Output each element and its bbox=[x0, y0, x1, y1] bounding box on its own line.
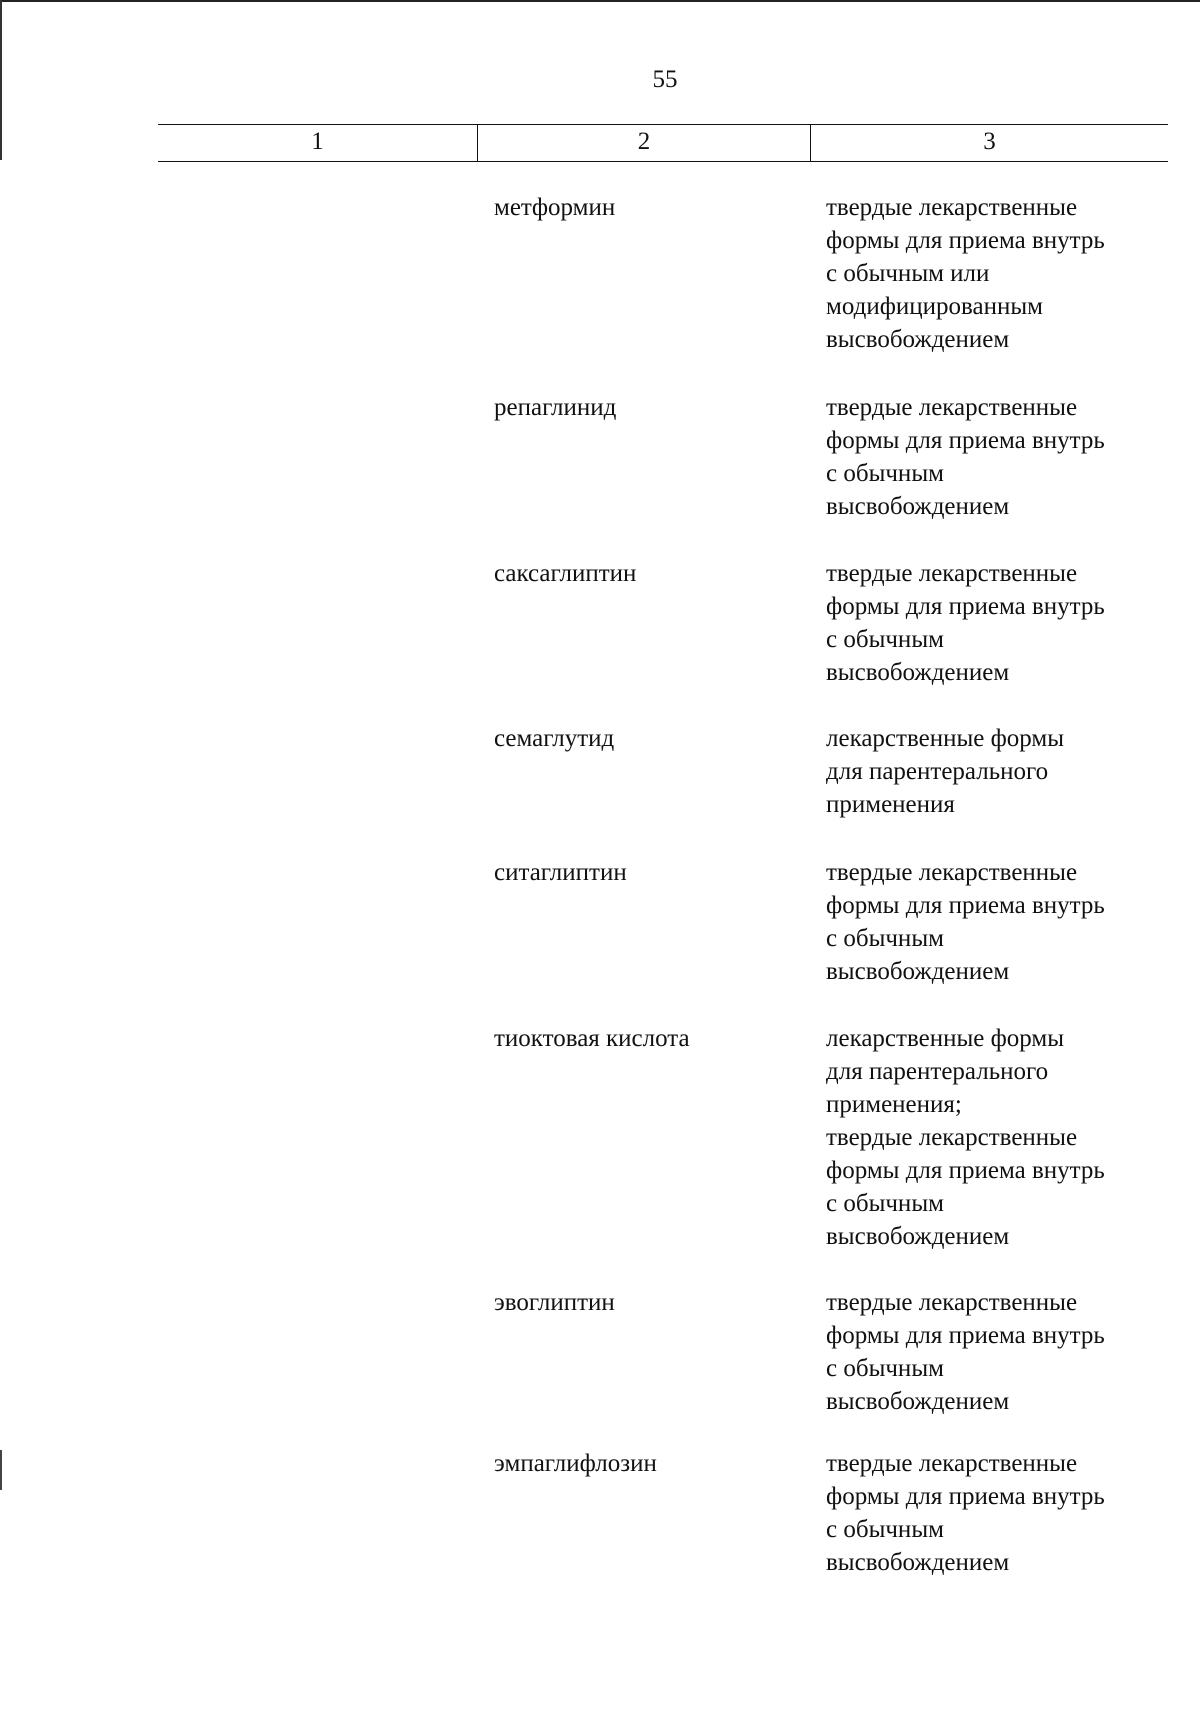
drug-name: эвоглиптин bbox=[494, 1289, 615, 1316]
drug-name: саксаглиптин bbox=[494, 560, 637, 587]
drug-name: семаглутид bbox=[494, 725, 615, 752]
table-header-col-2: 2 bbox=[478, 125, 811, 161]
table-header-col-1: 1 bbox=[158, 125, 478, 161]
drug-name: эмпаглифлозин bbox=[494, 1450, 657, 1477]
drug-name: метформин bbox=[494, 194, 616, 221]
dosage-form: твердые лекарственные формы для приема внутрь с обычным высвобождением bbox=[826, 560, 1105, 686]
dosage-form: твердые лекарственные формы для приема внутрь с обычным высвобождением bbox=[826, 859, 1105, 985]
drug-name: тиоктовая кислота bbox=[494, 1025, 690, 1052]
table-header-col-3: 3 bbox=[983, 128, 996, 155]
drug-name: репаглинид bbox=[494, 394, 617, 421]
dosage-form: твердые лекарственные формы для приема внутрь с обычным высвобождением bbox=[826, 1289, 1105, 1415]
dosage-form: твердые лекарственные формы для приема внутрь с обычным высвобождением bbox=[826, 1450, 1105, 1576]
dosage-form: твердые лекарственные формы для приема внутрь с обычным высвобождением bbox=[826, 394, 1105, 520]
table-header bbox=[158, 124, 1168, 162]
dosage-form: лекарственные формы для парентерального применения; твердые лекарственные формы для приема внутрь с обычным высвобождением bbox=[826, 1025, 1105, 1250]
scan-edge-left-mark bbox=[0, 1450, 2, 1490]
scan-edge-top bbox=[0, 0, 1200, 2]
page-number: 55 bbox=[652, 66, 678, 93]
dosage-form: твердые лекарственные формы для приема внутрь с обычным или модифицированным высвобождением bbox=[826, 194, 1105, 353]
drug-name: ситаглиптин bbox=[494, 859, 627, 886]
dosage-form: лекарственные формы для парентерального применения bbox=[826, 725, 1065, 818]
